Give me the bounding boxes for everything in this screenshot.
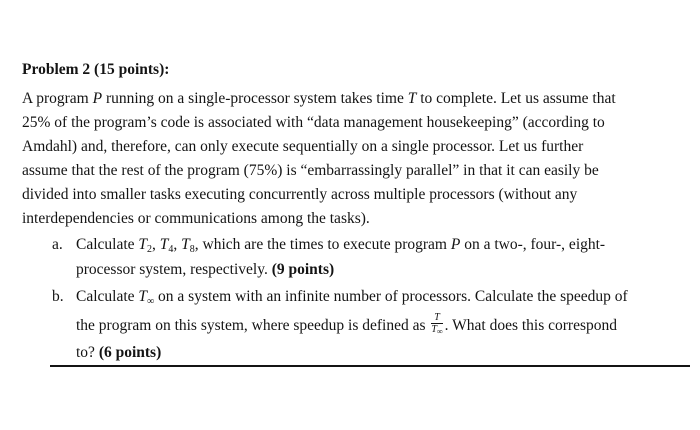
- subscript: ∞: [436, 327, 443, 336]
- part-a-points: (9 points): [271, 261, 335, 278]
- fraction-den-var: T: [431, 324, 437, 335]
- intro-text: A program: [22, 90, 93, 107]
- part-a-text: on a two-, four-, eight-: [460, 236, 606, 253]
- part-b-line-3: [76, 343, 161, 363]
- intro-text: running on a single-processor system takes time: [102, 90, 408, 107]
- var-p: P: [450, 236, 461, 253]
- separator: ,: [173, 236, 182, 253]
- part-a-text: Calculate: [76, 236, 139, 253]
- intro-line-1: [22, 89, 616, 109]
- subscript: 8: [189, 244, 195, 255]
- intro-line-5: divided into smaller tasks executing concurrently across multiple processors (without any: [22, 186, 578, 203]
- part-a-line-1: [76, 235, 605, 255]
- problem-title: Problem 2 (15 points):: [22, 61, 170, 78]
- horizontal-rule: [50, 365, 690, 367]
- subscript: 4: [168, 244, 174, 255]
- part-a-label: a.: [52, 236, 63, 253]
- subscript: 2: [147, 244, 153, 255]
- var-t: T: [159, 236, 169, 253]
- part-b-line-1: [76, 287, 628, 307]
- part-b-text: to?: [76, 344, 99, 361]
- part-b-text: on a system with an infinite number of processors. Calculate the speedup of: [154, 288, 628, 305]
- var-t: T: [138, 288, 148, 305]
- subscript: ∞: [147, 296, 155, 307]
- part-a-text: , which are the times to execute program: [194, 236, 451, 253]
- part-b-text: . What does this correspond: [444, 317, 618, 335]
- part-b-text: Calculate: [76, 288, 139, 305]
- part-a-line-2: [76, 260, 334, 280]
- part-b-label: b.: [52, 288, 64, 305]
- var-t: T: [138, 236, 148, 253]
- var-t: T: [407, 90, 417, 107]
- intro-line-2: 25% of the program’s code is associated with “data management housekeeping” (according to: [22, 114, 605, 131]
- separator: ,: [152, 236, 160, 253]
- var-p: P: [92, 90, 103, 107]
- intro-line-6: interdependencies or communications among the tasks).: [22, 210, 370, 227]
- var-t: T: [181, 236, 190, 253]
- fraction-numerator: T: [431, 312, 442, 324]
- intro-text: to complete. Let us assume that: [416, 90, 616, 107]
- part-b-line-2: [76, 312, 618, 338]
- part-a-text: processor system, respectively.: [76, 261, 272, 278]
- speedup-fraction: [431, 312, 442, 335]
- part-b-text: the program on this system, where speedup is defined as: [76, 317, 430, 335]
- intro-line-4: assume that the rest of the program (75%) is “embarrassingly parallel” in that it can easily be: [22, 162, 599, 179]
- intro-line-3: Amdahl) and, therefore, can only execute sequentially on a single processor. Let us further: [22, 138, 584, 155]
- fraction-denominator: [431, 324, 442, 335]
- part-b-points: (6 points): [98, 344, 162, 361]
